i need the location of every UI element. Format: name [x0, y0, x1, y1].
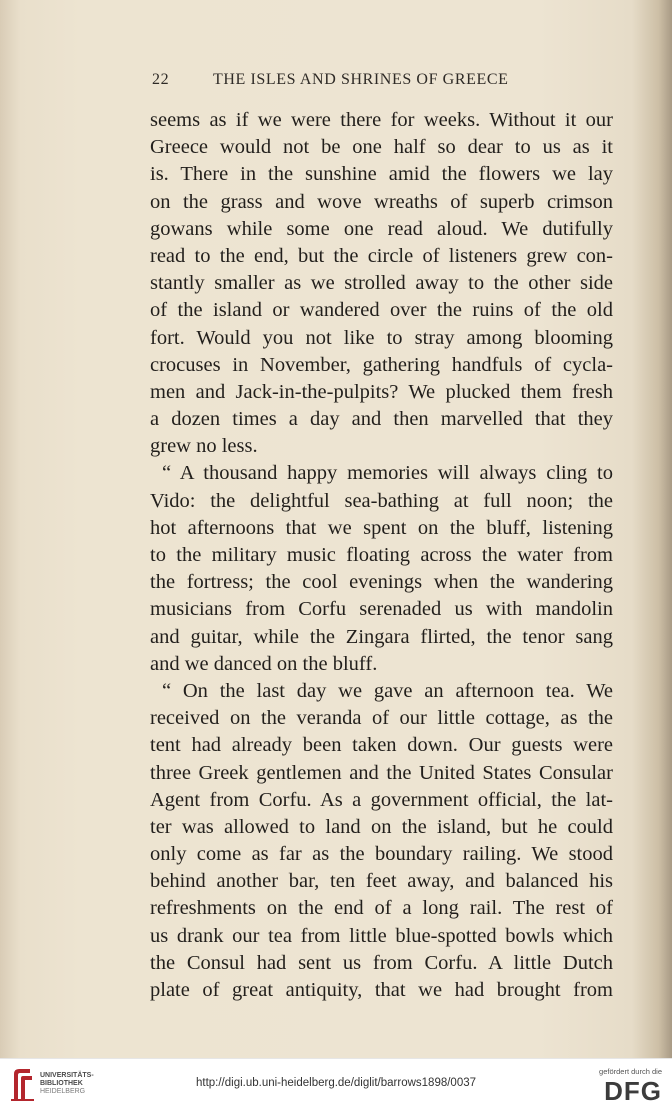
footer-bar: [0, 1058, 672, 1109]
text-line: gowans while some one read aloud. We dutifully: [150, 217, 613, 240]
text-line: ter was allowed to land on the island, but he could: [150, 815, 613, 838]
text-line: musicians from Corfu serenaded us with mandolin: [150, 598, 613, 621]
body-text: [150, 107, 613, 1004]
page-number: 22: [152, 71, 170, 88]
funding-label: gefördert durch die: [599, 1067, 662, 1076]
text-line: refreshments on the end of a long rail. The rest of: [150, 897, 613, 920]
text-line: behind another bar, ten feet away, and balanced his: [150, 870, 613, 893]
text-line: a dozen times a day and then marvelled that they: [150, 408, 613, 431]
text-line: read to the end, but the circle of listeners grew con-: [150, 244, 613, 267]
text-line: three Greek gentlemen and the United States Consular: [150, 761, 613, 784]
text-line: seems as if we were there for weeks. Without it our: [150, 109, 613, 131]
text-line: on the grass and wove wreaths of superb crimson: [150, 190, 613, 213]
text-line: hot afternoons that we spent on the bluff, listening: [150, 516, 613, 539]
text-line: only come as far as the boundary railing. We stood: [150, 843, 613, 866]
text-line: tent had already been taken down. Our guests were: [150, 734, 613, 757]
text-line: crocuses in November, gathering handfuls of cycla-: [150, 353, 613, 376]
text-line: received on the veranda of our little cottage, as the: [150, 707, 613, 730]
library-name-line: HEIDELBERG: [40, 1088, 86, 1095]
text-line: to the military music floating across the water from: [150, 544, 613, 566]
source-url-link[interactable]: http://digi.ub.uni-heidelberg.de/diglit/barrows1898/0037: [195, 1077, 477, 1089]
text-line: of the island or wandered over the ruins of the old: [150, 299, 613, 322]
text-line: fort. Would you not like to stray among blooming: [150, 326, 613, 349]
text-line: is. There in the sunshine amid the flowers we lay: [150, 163, 613, 186]
running-head: [152, 71, 612, 95]
text-line: “ A thousand happy memories will always cling to: [162, 462, 613, 485]
text-line: men and Jack-in-the-pulpits? We plucked them fresh: [150, 380, 613, 403]
text-line: stantly smaller as we strolled away to the other side: [150, 272, 613, 295]
text-line: Greece would not be one half so dear to us as it: [150, 136, 613, 159]
dfg-logo: DFG: [604, 1076, 662, 1106]
text-line: and guitar, while the Zingara flirted, the tenor sang: [150, 625, 613, 648]
text-line: Vido: the delightful sea-bathing at full noon; the: [150, 489, 613, 512]
library-name-line: BIBLIOTHEK: [40, 1080, 83, 1087]
running-title: THE ISLES AND SHRINES OF GREECE: [213, 71, 509, 88]
text-line: and we danced on the bluff.: [150, 652, 378, 675]
text-line: Agent from Corfu. As a government official, the lat-: [150, 788, 613, 811]
text-line: “ On the last day we gave an afternoon tea. We: [162, 679, 613, 702]
text-line: the fortress; the cool evenings when the wandering: [150, 571, 613, 594]
library-name-line: UNIVERSITÄTS-: [40, 1072, 94, 1079]
text-line: grew no less.: [150, 435, 258, 458]
text-line: us drank our tea from little blue-spotted bowls which: [150, 924, 613, 947]
text-line: plate of great antiquity, that we had brought from: [150, 979, 613, 1001]
text-line: the Consul had sent us from Corfu. A little Dutch: [150, 951, 613, 974]
